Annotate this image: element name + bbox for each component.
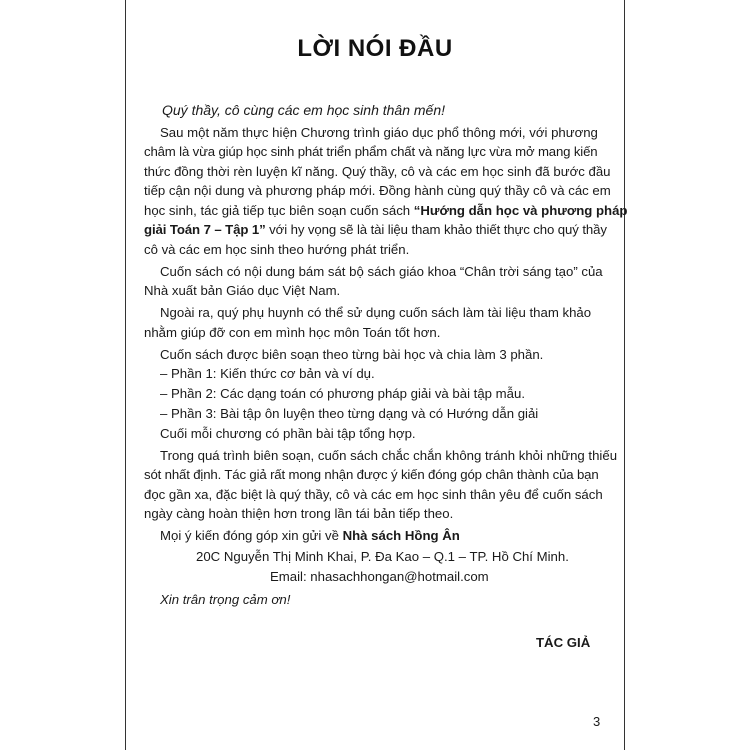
para4: Cuốn sách được biên soạn theo từng bài học và chia làm 3 phần. — [160, 347, 544, 362]
para2-line: Nhà xuất bản Giáo dục Việt Nam. — [144, 283, 341, 298]
part-item: – Phần 2: Các dạng toán có phương pháp giải và bài tập mẫu. — [160, 386, 526, 401]
para2-line: Cuốn sách có nội dung bám sát bộ sách giáo khoa “Chân trời sáng tạo” của — [160, 264, 603, 279]
greeting: Quý thầy, cô cùng các em học sinh thân mến! — [162, 102, 446, 118]
para1-line: Sau một năm thực hiện Chương trình giáo dục phổ thông mới, với phương — [160, 125, 598, 140]
para5: Cuối mỗi chương có phần bài tập tổng hợp. — [160, 426, 416, 441]
publisher-name: Nhà sách Hồng Ân — [342, 528, 460, 543]
contact-line: Mọi ý kiến đóng góp xin gửi về Nhà sách Hồng Ân — [160, 528, 460, 543]
para1-line: giải Toán 7 – Tập 1” với hy vọng sẽ là tài liệu tham khảo thiết thực cho quý thầy — [144, 222, 607, 237]
book-title: “Hướng dẫn học và phương pháp — [413, 203, 628, 218]
para6-line: Trong quá trình biên soạn, cuốn sách chắc chắn không tránh khỏi những thiếu — [160, 448, 618, 463]
para1-line: châm là vừa giúp học sinh phát triển phẩm chất và năng lực vừa mở mang kiến — [144, 144, 598, 159]
para6-line: sót nhất định. Tác giả rất mong nhận được ý kiến đóng góp chân thành của bạn — [144, 467, 599, 482]
thanks: Xin trân trọng cảm ơn! — [160, 592, 291, 607]
email: Email: nhasachhongan@hotmail.com — [270, 569, 489, 584]
address: 20C Nguyễn Thị Minh Khai, P. Đa Kao – Q.1 – TP. Hồ Chí Minh. — [196, 549, 569, 564]
para6-line: đọc gần xa, đặc biệt là quý thầy, cô và các em học sinh thân yêu để cuốn sách — [144, 487, 603, 502]
page-title: LỜI NÓI ĐẦU — [297, 35, 453, 62]
para1-line: thức đồng thời rèn luyện kĩ năng. Quý thầy, cô và các em học sinh đã bước đầu — [144, 164, 611, 179]
para6-line: ngày càng hoàn thiện hơn trong lần tái bản tiếp theo. — [144, 506, 454, 521]
para3-line: Ngoài ra, quý phụ huynh có thể sử dụng cuốn sách làm tài liệu tham khảo — [160, 305, 592, 320]
part-item: – Phần 3: Bài tập ôn luyện theo từng dạng và có Hướng dẫn giải — [160, 406, 539, 421]
part-item: – Phần 1: Kiến thức cơ bản và ví dụ. — [160, 366, 375, 381]
para1-line: học sinh, tác giả tiếp tục biên soạn cuốn sách “Hướng dẫn học và phương pháp — [144, 203, 628, 218]
para3-line: nhằm giúp đỡ con em mình học môn Toán tốt hơn. — [144, 325, 441, 340]
para1-line: cô và các em học sinh theo hướng phát triển. — [144, 242, 410, 257]
author-signature: TÁC GIẢ — [536, 635, 591, 650]
para1-line: tiếp cận nội dung và phương pháp mới. Đồng hành cùng quý thầy cô và các em — [144, 183, 611, 198]
book-title: giải Toán 7 – Tập 1” — [144, 222, 266, 237]
page-number: 3 — [593, 714, 601, 729]
